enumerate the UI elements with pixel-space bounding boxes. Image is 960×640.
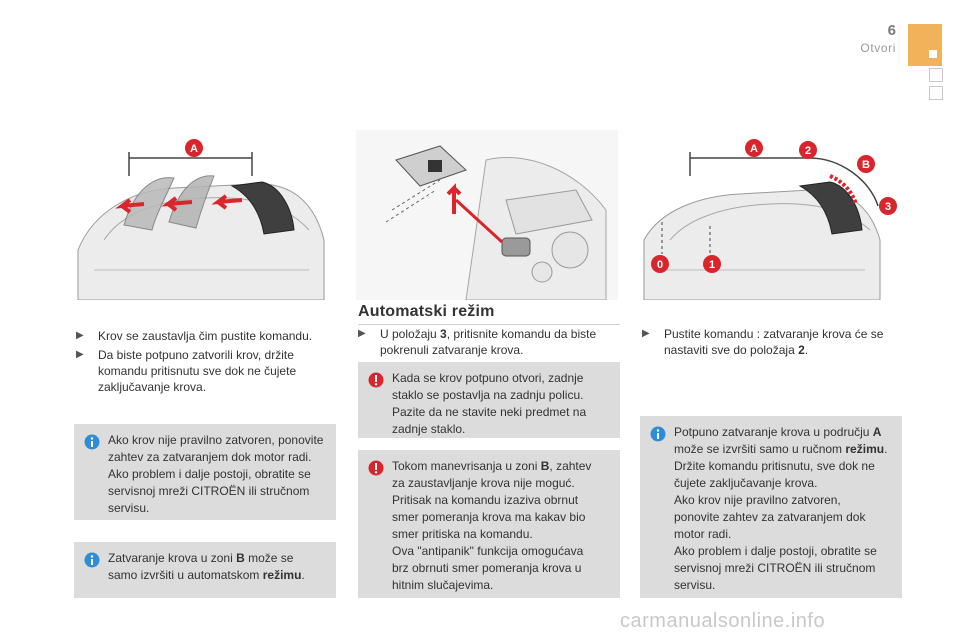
note-line: zahtev za zatvaranjem dok motor radi. [108,450,312,464]
warning-note-rear-window [358,362,620,438]
bullet-text: U položaju 3, pritisnite komandu da biste pokrenuli zatvaranje krova. [380,327,597,357]
note-line: Pazite da ne stavite neki predmet na [392,405,587,419]
warning-icon [368,372,384,388]
bullet-arrow-icon: ▶ [76,349,84,360]
note-line: hitnim slučajevima. [392,578,494,592]
right-bullet-list [642,326,902,361]
note-line: staklo se postavlja na zadnju policu. [392,388,584,402]
label-a-marker: A [190,143,198,155]
section-heading: Automatski režim [358,303,495,320]
bullet-text: Da biste potpuno zatvorili krov, držite komandu pritisnutu sve dok ne čujete zaključavanje krova. [98,348,297,394]
note-line: samo izvršiti u automatskom režimu. [108,568,305,582]
bullet-text: Krov se zaustavlja čim pustite komandu. [98,329,313,343]
roof-control-illustration [356,130,618,300]
label-1-marker: 1 [708,259,716,271]
list-item [642,326,902,358]
warning-icon [368,460,384,476]
note-line: servisu. [108,501,150,515]
note-line: Kada se krov potpuno otvori, zadnje [392,371,584,385]
note-line: Potpuno zatvaranje krova u području A [674,425,882,439]
label-a-marker: A [750,143,758,155]
section-title: Otvori [860,41,896,55]
roof-closing-figure [74,130,328,300]
label-2-marker: 2 [804,145,812,157]
note-line: Zatvaranje krova u zoni B može se [108,551,294,565]
middle-bullet-list [358,326,620,361]
roof-control-figure [356,130,618,300]
roof-illustration-manual [74,130,328,300]
note-line: motor radi. [674,527,732,541]
note-line: može se izvršiti samo u ručnom režimu. [674,442,888,456]
tab-marker-icon [929,50,937,58]
section-tab-active[interactable] [908,24,942,66]
note-line: smer pritiska na komandu. [392,527,533,541]
note-line: za zaustavljanje krova nije moguć. [392,476,575,490]
note-line: servisnoj mreži CITROËN ili stručnom [108,484,310,498]
note-line: Ako problem i dalje postoji, obratite se [108,467,311,481]
note-line: Ako krov nije pravilno zatvoren, ponovite [108,433,324,447]
info-note-incomplete-closing [74,424,336,520]
label-0-marker: 0 [656,259,664,271]
note-line: zadnje staklo. [392,422,466,436]
list-item [76,347,332,395]
note-line: brz obrnuti smer pomeranja krova u [392,561,582,575]
bullet-arrow-icon: ▶ [358,328,366,339]
note-line: čujete zaključavanje krova. [674,476,818,490]
note-line: Ako krov nije pravilno zatvoren, [674,493,841,507]
bullet-text: Pustite komandu : zatvaranje krova će se nastaviti sve do položaja 2. [664,327,884,357]
roof-positions-illustration [640,130,902,300]
info-icon [84,434,100,450]
note-line: Ova "antipanik" funkcija omogućava [392,544,584,558]
list-item [76,328,332,344]
watermark-text: carmanualsonline.info [620,610,826,632]
info-note-zone-b [74,542,336,598]
note-line: Ako problem i dalje postoji, obratite se [674,544,877,558]
roof-positions-figure [640,130,902,300]
note-line: Pritisak na komandu izaziva obrnut [392,493,579,507]
page-number: 6 [887,22,896,39]
note-line: servisnoj mreži CITROËN ili stručnom [674,561,876,575]
section-tab-2[interactable] [929,68,943,82]
note-line: Tokom manevrisanja u zoni B, zahtev [392,459,592,473]
label-b-marker: B [862,159,870,171]
section-tab-3[interactable] [929,86,943,100]
note-line: servisu. [674,578,716,592]
note-line: ponovite zahtev za zatvaranjem dok [674,510,866,524]
warning-note-antipanic [358,450,620,598]
info-icon [650,426,666,442]
label-3-marker: 3 [884,201,892,213]
info-icon [84,552,100,568]
heading-divider [358,324,620,325]
note-line: smer pomeranja krova ma kakav bio [392,510,586,524]
note-line: Držite komandu pritisnutu, sve dok ne [674,459,875,473]
list-item [358,326,620,358]
left-bullet-list [76,328,332,398]
bullet-arrow-icon: ▶ [76,330,84,341]
info-note-zone-a [640,416,902,598]
bullet-arrow-icon: ▶ [642,328,650,339]
